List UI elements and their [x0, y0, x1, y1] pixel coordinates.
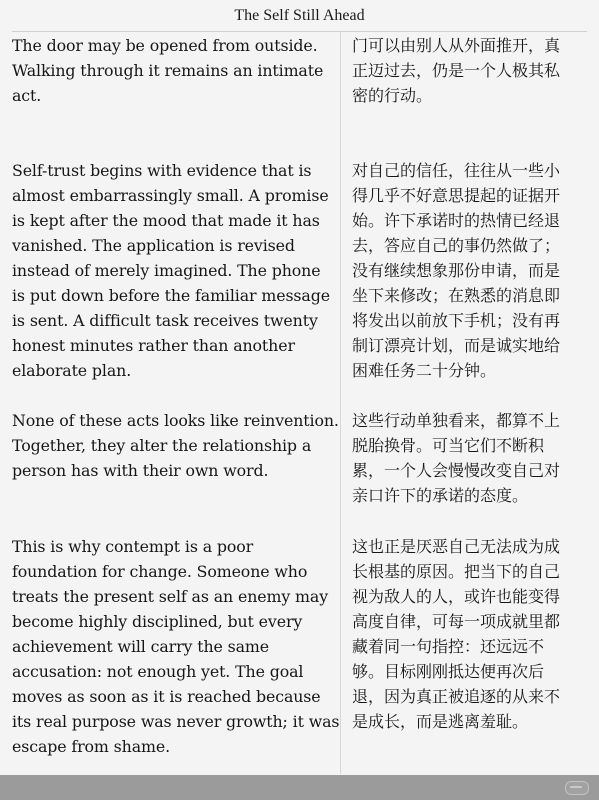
chinese-paragraph-1 — [352, 33, 590, 108]
text-line: 退，因为真正被追逐的从来不 — [352, 687, 561, 706]
text-line: Self-trust begins with evidence that is — [12, 161, 312, 180]
text-line: 这也正是厌恶自己无法成为成 — [352, 537, 561, 556]
text-line: treats the present self as an enemy may — [12, 587, 329, 606]
text-line: 没有继续想象那份申请，而是 — [352, 261, 561, 280]
text-line: 制订漂亮计划，而是诚实地给 — [352, 336, 561, 355]
text-line: is put down before the familiar message — [12, 286, 330, 305]
text-line: This is why contempt is a poor — [12, 537, 254, 556]
header-divider — [12, 31, 587, 32]
text-line: 密的行动。 — [352, 86, 433, 105]
text-line: 困难任务二十分钟。 — [352, 361, 497, 380]
text-line: 坐下来修改；在熟悉的消息即 — [352, 286, 561, 305]
text-line: accusation: not enough yet. The goal — [12, 662, 304, 681]
text-line: 这些行动单独看来，都算不上 — [352, 411, 561, 430]
text-line: achievement will carry the same — [12, 637, 270, 656]
text-line: 正迈过去，仍是一个人极其私 — [352, 61, 561, 80]
text-line: 视为敌人的人，或许也能变得 — [352, 587, 561, 606]
text-line: act. — [12, 86, 42, 105]
text-line: 藏着同一句指控：还远远不 — [352, 637, 545, 656]
text-line: 将发出以前放下手机；没有再 — [352, 311, 561, 330]
english-paragraph-2 — [12, 158, 335, 383]
text-line: 够。目标刚刚抵达便再次后 — [352, 662, 545, 681]
text-line: foundation for change. Someone who — [12, 562, 308, 581]
watermark-badge — [565, 781, 589, 795]
chinese-paragraph-4 — [352, 534, 590, 734]
text-line: 脱胎换骨。可当它们不断积 — [352, 436, 545, 455]
text-line: escape from shame. — [12, 737, 170, 756]
english-paragraph-3 — [12, 408, 339, 483]
text-line: almost embarrassingly small. A promise — [12, 186, 329, 205]
text-line: 始。许下承诺时的热情已经退 — [352, 211, 561, 230]
text-line: is sent. A difficult task receives twenty — [12, 311, 318, 330]
text-line: 去，答应自己的事仍然做了； — [352, 236, 561, 255]
text-line: 累，一个人会慢慢改变自己对 — [352, 461, 561, 480]
watermark-mark — [570, 786, 582, 788]
text-line: 高度自律，可每一项成就里都 — [352, 612, 561, 631]
text-line: instead of merely imagined. The phone — [12, 261, 321, 280]
english-paragraph-1 — [12, 33, 335, 108]
english-paragraph-4 — [12, 534, 340, 759]
column-divider — [340, 32, 341, 774]
text-line: 门可以由别人从外面推开，真 — [352, 36, 561, 55]
footer-bar — [0, 775, 599, 800]
text-line: 长根基的原因。把当下的自己 — [352, 562, 561, 581]
text-line: is kept after the mood that made it has — [12, 211, 320, 230]
text-line: vanished. The application is revised — [12, 236, 295, 255]
chinese-paragraph-3 — [352, 408, 590, 508]
text-line: The door may be opened from outside. — [12, 36, 318, 55]
text-line: Walking through it remains an intimate — [12, 61, 324, 80]
text-line: 得几乎不好意思提起的证据开 — [352, 186, 561, 205]
text-line: 亲口许下的承诺的态度。 — [352, 486, 529, 505]
text-line: elaborate plan. — [12, 361, 132, 380]
text-line: person has with their own word. — [12, 461, 269, 480]
text-line: Together, they alter the relationship a — [12, 436, 312, 455]
text-line: its real purpose was never growth; it was — [12, 712, 340, 731]
text-line: honest minutes rather than another — [12, 336, 295, 355]
chinese-paragraph-2 — [352, 158, 590, 383]
text-line: become highly disciplined, but every — [12, 612, 303, 631]
text-line: moves as soon as it is reached because — [12, 687, 321, 706]
text-line: 对自己的信任，往往从一些小 — [352, 161, 561, 180]
text-line: None of these acts looks like reinvention. — [12, 411, 339, 430]
text-line: 是成长，而是逃离羞耻。 — [352, 712, 529, 731]
page-title: The Self Still Ahead — [234, 7, 365, 24]
